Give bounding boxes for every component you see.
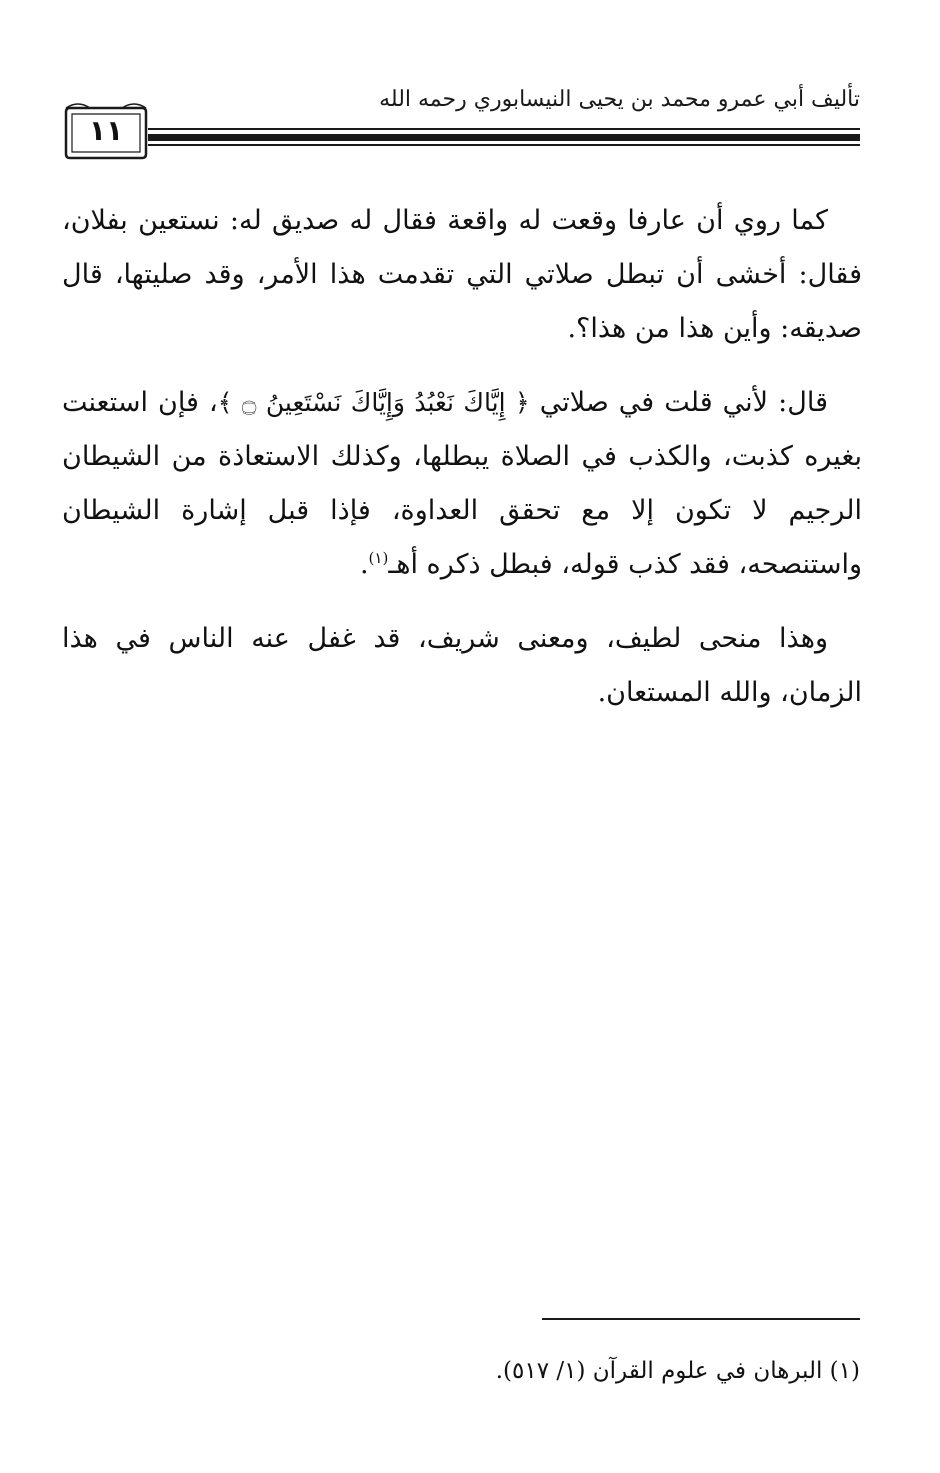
footnote-reference[interactable]: (١) (368, 549, 389, 567)
paragraph-2-end: . (359, 549, 369, 580)
paragraph-2-start: قال: لأني قلت في صلاتي (539, 387, 828, 418)
quran-verse: ﴿ إِيَّاكَ نَعْبُدُ وَإِيَّاكَ نَسْتَعِينُ ۝ ﴾ (217, 388, 530, 417)
running-header-title: تأليف أبي عمرو محمد بن يحيى النيسابوري رحمه الله (379, 87, 860, 112)
page-number-frame (64, 100, 148, 162)
paragraph-1: كما روي أن عارفا وقعت له واقعة فقال له صديق له: نستعين بفلان، فقال: أخشى أن تبطل صلاتي التي تقدمت هذا الأمر، وقد صليتها، قال صديقه: وأين هذا من هذا؟. (62, 205, 862, 344)
main-text (62, 194, 862, 740)
footnote-separator (542, 1318, 860, 1320)
footnote-1: (١) البرهان في علوم القرآن (١/ ٥١٧). (495, 1358, 860, 1384)
paragraph-2 (62, 376, 862, 592)
paragraph-3: وهذا منحى لطيف، ومعنى شريف، قد غفل عنه الناس في هذا الزمان، والله المستعان. (62, 623, 862, 708)
header-rule-thick (148, 134, 860, 141)
header-rule (148, 128, 860, 148)
header-rule-thin-top (148, 128, 860, 130)
page-number: ١١ (88, 114, 124, 147)
header-rule-thin-bottom (148, 144, 860, 146)
paragraph-2-rest: ، فإن استعنت بغيره كذبت، والكذب في الصلاة يبطلها، وكذلك الاستعاذة من الشيطان الرجيم لا تكون إلا مع تحقق العداوة، فإذا قبل إشارة الشيطان واستنصحه، فقد كذب قوله، فبطل ذكره أهـ (62, 387, 862, 580)
